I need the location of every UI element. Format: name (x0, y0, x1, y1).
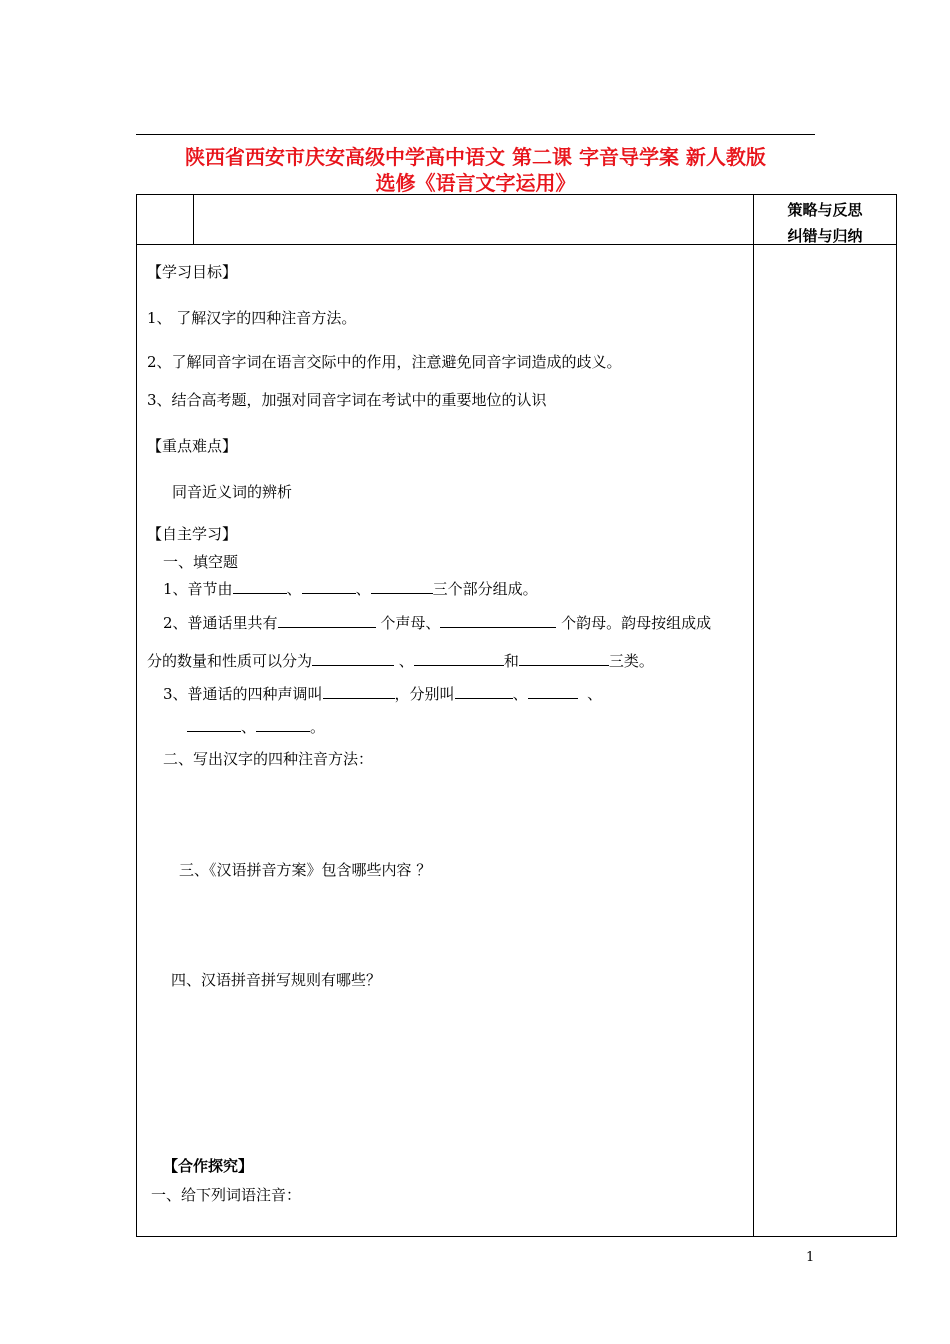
answer-blank[interactable] (323, 683, 395, 699)
key-points-heading: 【重点难点】 (147, 437, 238, 455)
answer-blank[interactable] (519, 650, 609, 666)
q1-3-sep: 、 (512, 685, 528, 703)
header-rule (136, 134, 815, 135)
q1-3-sep: 、 (587, 685, 603, 703)
goal-2: 2、了解同音字词在语言交际中的作用，注意避免同音字词造成的歧义。 (147, 353, 622, 371)
side-header-strategy: 策略与反思 (787, 201, 863, 219)
cooperation-heading: 【合作探究】 (163, 1157, 254, 1175)
answer-blank[interactable] (371, 578, 433, 594)
answer-blank[interactable] (312, 650, 394, 666)
cooperation-question-1: 一、给下列词语注音： (151, 1186, 302, 1204)
q1-2-prefix: 2、普通话里共有 (163, 614, 278, 632)
question-2: 二、写出汉字的四种注音方法： (163, 750, 374, 768)
q1-3-prefix: 3、普通话的四种声调叫 (163, 685, 323, 703)
q1-2-and: 和 (503, 652, 519, 670)
q1-3-end: 。 (310, 718, 326, 736)
answer-blank[interactable] (302, 578, 356, 594)
side-header-correction: 纠错与归纳 (787, 227, 863, 245)
answer-blank[interactable] (414, 650, 504, 666)
q1-1-suffix: 三个部分组成。 (432, 580, 538, 598)
q1-1-prefix: 1、音节由 (163, 580, 233, 598)
goals-heading: 【学习目标】 (147, 263, 238, 281)
question-1-2-cont (147, 650, 654, 671)
document-title-line1: 陕西省西安市庆安高级中学高中语文 第二课 字音导学案 新人教版 (185, 145, 766, 169)
answer-blank[interactable] (256, 716, 310, 732)
answer-blank[interactable] (440, 612, 556, 628)
document-title-line2: 选修《语言文字运用》 (375, 171, 576, 195)
q1-2-sep: 、 (398, 652, 414, 670)
question-1-3 (163, 683, 602, 704)
goal-3: 3、结合高考题，加强对同音字词在考试中的重要地位的认识 (147, 391, 547, 409)
q1-2-tail: 个韵母。韵母按组成成 (561, 614, 712, 632)
q1-1-sep: 、 (286, 580, 302, 598)
q1-2-cont-prefix: 分的数量和性质可以分为 (147, 652, 313, 670)
answer-blank[interactable] (187, 716, 241, 732)
question-1-2 (163, 612, 711, 633)
answer-blank[interactable] (233, 578, 287, 594)
question-4: 四、汉语拼音拼写规则有哪些？ (171, 971, 382, 989)
table-col-divider-left (193, 194, 194, 245)
question-1-1 (163, 578, 538, 599)
question-3: 三、《汉语拼音方案》包含哪些内容 ？ (179, 861, 432, 879)
fill-blank-heading: 一、填空题 (163, 553, 239, 571)
goal-1: 1、 了解汉字的四种注音方法。 (147, 309, 357, 327)
q1-2-suffix: 三类。 (608, 652, 654, 670)
page-number: 1 (806, 1250, 815, 1265)
self-study-heading: 【自主学习】 (147, 525, 238, 543)
answer-blank[interactable] (455, 683, 513, 699)
q1-1-sep: 、 (355, 580, 371, 598)
q1-3-mid: ，分别叫 (394, 685, 455, 703)
answer-blank[interactable] (278, 612, 376, 628)
q1-3-sep: 、 (241, 718, 257, 736)
table-col-divider-right (753, 194, 754, 1237)
question-1-3-cont (187, 716, 325, 737)
answer-blank[interactable] (528, 683, 578, 699)
q1-2-mid: 个声母、 (380, 614, 441, 632)
key-points-text: 同音近义词的辨析 (172, 483, 293, 501)
